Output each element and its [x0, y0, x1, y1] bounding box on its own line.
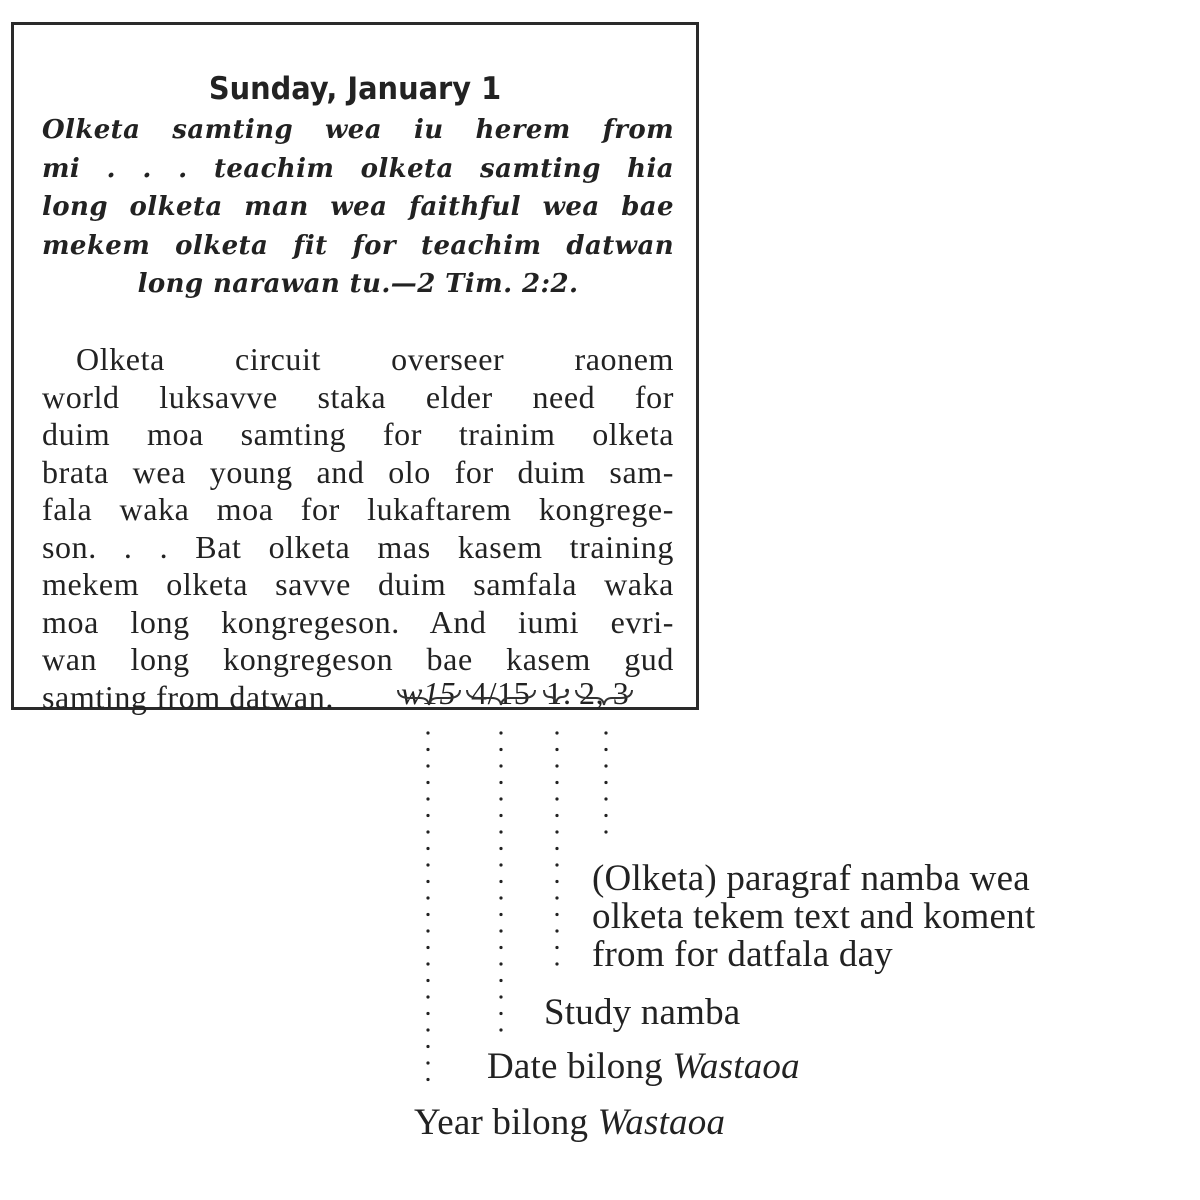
- theme-scripture: [42, 111, 674, 304]
- comment-paragraph: [42, 341, 674, 716]
- study-label: Study namba: [544, 992, 741, 1033]
- reference-study: 1:: [546, 675, 573, 711]
- daily-text-box: [11, 22, 699, 715]
- verse-line: long narawan tu.—2 Tim. 2:2.: [137, 269, 579, 299]
- reference-year: w15: [401, 675, 457, 711]
- paragraph-line: world luksavve staka elder need for: [42, 378, 674, 415]
- paragraphs-label: [592, 860, 1035, 974]
- year-label: [414, 1104, 725, 1142]
- year-label-publication: Wastaoa: [597, 1102, 726, 1143]
- date-label: [487, 1048, 800, 1086]
- reference-date: 4/15: [471, 675, 531, 711]
- verse-line: mi . . . teachim olketa samting hia: [42, 153, 674, 184]
- verse-line: mekem olketa fit for teachim datwan: [42, 230, 674, 261]
- date-label-prefix: Date bilong: [487, 1046, 673, 1087]
- paragraph-line: samting from datwan.: [42, 678, 334, 715]
- year-label-prefix: Year bilong: [414, 1102, 598, 1143]
- entry-date: Sunday, January 1: [208, 71, 502, 107]
- paragraph-line: brata wea young and olo for duim sam-: [42, 453, 674, 490]
- paragraph-line: wan long kongregeson bae kasem gud: [42, 641, 674, 677]
- paragraphs-label-line: from for datfala day: [592, 934, 893, 975]
- paragraphs-label-line: (Olketa) paragraf namba wea: [592, 858, 1030, 899]
- verse-line: Olketa samting wea iu herem from: [42, 115, 674, 145]
- paragraphs-label-line: olketa tekem text and koment: [592, 896, 1036, 937]
- paragraph-line: duim moa samting for trainim olketa: [42, 416, 674, 452]
- paragraph-line: mekem olketa savve duim samfala waka: [42, 566, 674, 602]
- verse-line: long olketa man wea faithful wea bae: [42, 192, 674, 222]
- reference-paragraphs: 2, 3: [579, 675, 630, 711]
- paragraph-line: son. . . Bat olketa mas kasem training: [42, 528, 674, 565]
- paragraph-line: fala waka moa for lukaftarem kongrege-: [42, 491, 674, 527]
- paragraph-line: Olketa circuit overseer raonem: [76, 341, 674, 377]
- paragraph-line: moa long kongregeson. And iumi evri-: [42, 603, 674, 640]
- date-label-publication: Wastaoa: [672, 1046, 800, 1087]
